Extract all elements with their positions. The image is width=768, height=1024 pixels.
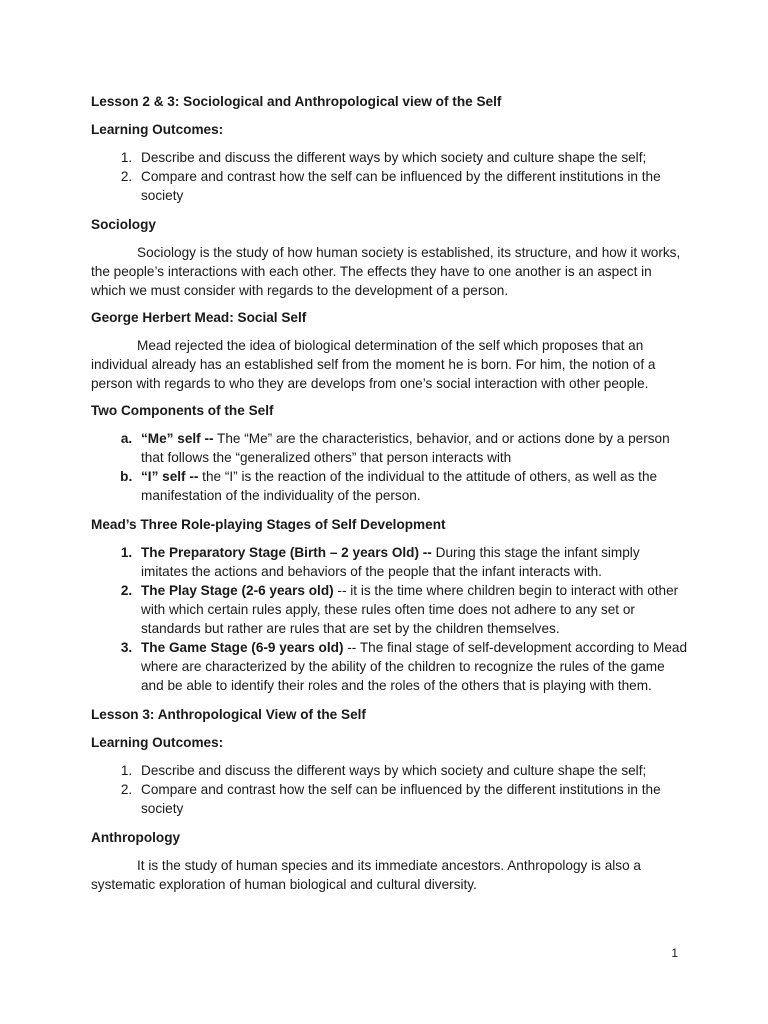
stage-term: The Game Stage (6-9 years old) bbox=[141, 640, 344, 655]
list-item: 2. Compare and contrast how the self can be influenced by the different institutions in the society bbox=[136, 780, 688, 818]
stage-text: During this stage the infant simply imitates the actions and behaviors of the people that the infant interacts with. bbox=[141, 545, 640, 579]
stages-list bbox=[91, 543, 688, 695]
components-heading: Two Components of the Self bbox=[91, 403, 274, 418]
learning-outcomes-list bbox=[91, 148, 688, 205]
learning-outcomes-list bbox=[91, 761, 688, 818]
sociology-paragraph: Sociology is the study of how human society is established, its structure, and how it works, the people’s interactions with each other. The effects they have to one another is an aspect in which we must consider with regards to the development of a person. bbox=[91, 245, 681, 298]
anthropology-paragraph: It is the study of human species and its immediate ancestors. Anthropology is also a systematic exploration of human biological and cultural diversity. bbox=[91, 858, 641, 892]
list-item: 1. Describe and discuss the different ways by which society and culture shape the self; bbox=[136, 761, 688, 780]
component-term: “I” self -- bbox=[141, 469, 199, 484]
component-text: The “Me” are the characteristics, behavior, and or actions done by a person that follows the “generalized others” that person interacts with bbox=[141, 431, 670, 465]
learning-outcomes-heading: Learning Outcomes: bbox=[91, 122, 224, 137]
list-item bbox=[136, 543, 688, 581]
stage-term: The Preparatory Stage (Birth – 2 years Old) -- bbox=[141, 545, 432, 560]
stages-heading: Mead’s Three Role-playing Stages of Self Development bbox=[91, 517, 446, 532]
list-item bbox=[136, 581, 688, 638]
list-item bbox=[136, 467, 688, 505]
components-list bbox=[91, 429, 688, 505]
list-item bbox=[136, 429, 688, 467]
stage-text: -- it is the time where children begin to interact with other with which certain rules apply, these rules often time does not adhere to any set or standards but rather are rules that are set by the children themselves. bbox=[141, 583, 679, 636]
lesson3-heading: Lesson 3: Anthropological View of the Self bbox=[91, 707, 366, 722]
lesson-title: Lesson 2 & 3: Sociological and Anthropological view of the Self bbox=[91, 94, 502, 109]
anthropology-heading: Anthropology bbox=[91, 830, 181, 845]
component-term: “Me” self -- bbox=[141, 431, 214, 446]
stage-text: -- The final stage of self-development according to Mead where are characterized by the ability of the children to recognize the rules of the game and be able to identify their roles and the roles of the others that is playing with them. bbox=[141, 640, 688, 693]
mead-heading: George Herbert Mead: Social Self bbox=[91, 310, 307, 325]
sociology-heading: Sociology bbox=[91, 217, 156, 232]
component-text: the “I” is the reaction of the individual to the attitude of others, as well as the manifestation of the individuality of the person. bbox=[141, 469, 658, 503]
stage-term: The Play Stage (2-6 years old) bbox=[141, 583, 334, 598]
page-number: 1 bbox=[671, 946, 678, 960]
mead-paragraph: Mead rejected the idea of biological determination of the self which proposes that an individual already has an established self from the moment he is born. For him, the notion of a person with regards to who they are develops from one’s social interaction with other people. bbox=[91, 338, 656, 391]
list-item bbox=[136, 638, 688, 695]
list-item: 1. Describe and discuss the different ways by which society and culture shape the self; bbox=[136, 148, 688, 167]
list-item: 2. Compare and contrast how the self can be influenced by the different institutions in the society bbox=[136, 167, 688, 205]
learning-outcomes-heading: Learning Outcomes: bbox=[91, 735, 224, 750]
